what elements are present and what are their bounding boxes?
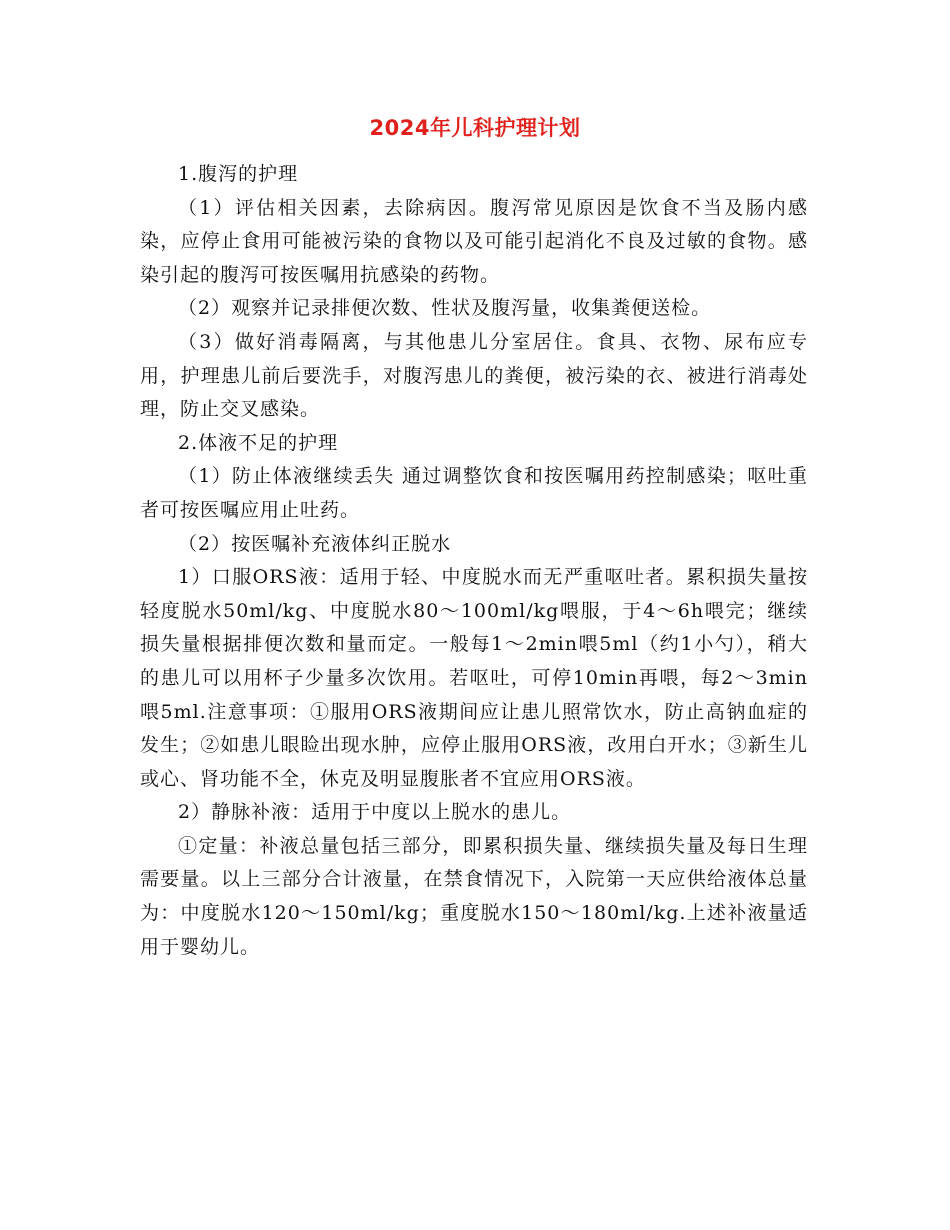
paragraph-observe-record: （2）观察并记录排便次数、性状及腹泻量，收集粪便送检。 bbox=[178, 297, 712, 320]
paragraph-oral-ors: 1）口服ORS液：适用于轻、中度脱水而无严重呕吐者。累积损失量按轻度脱水50ml/kg、中度脱水80～100ml/kg喂服，于4～6h喂完；继续损失量根据排便次数和量而定。一般每1～2min喂5ml（约1小勺），稍大的患儿可以用杯子少量多次饮用。若呕吐，可停10min再喂，每2～3min喂5ml.注意事项：①服用ORS液期间应让患儿照常饮水，防止高钠血症的发生；②如患儿眼睑出现水肿，应停止服用ORS液，改用白开水；③新生儿或心、肾功能不全，休克及明显腹胀者不宜应用ORS液。 bbox=[140, 566, 808, 790]
paragraph-supplement-fluid: （2）按医嘱补充液体纠正脱水 bbox=[178, 532, 452, 555]
paragraph-fixed-amount: ①定量：补液总量包括三部分，即累积损失量、继续损失量及每日生理需要量。以上三部分合计液量，在禁食情况下，入院第一天应供给液体总量为：中度脱水120～150ml/kg；重度脱水150～180ml/kg.上述补液量适用于婴幼儿。 bbox=[140, 834, 808, 958]
paragraph-prevent-fluid-loss: （1）防止体液继续丢失 通过调整饮食和按医嘱用药控制感染；呕吐重者可按医嘱应用止吐药。 bbox=[140, 465, 808, 521]
section-heading-diarrhea: 1.腹泻的护理 bbox=[178, 163, 299, 185]
document-body bbox=[140, 158, 808, 964]
paragraph-assess-factors: （1）评估相关因素，去除病因。腹泻常见原因是饮食不当及肠内感染，应停止食用可能被污染的食物以及可能引起消化不良及过敏的食物。感染引起的腹泻可按医嘱用抗感染的药物。 bbox=[140, 196, 808, 286]
section-heading-fluid-deficit: 2.体液不足的护理 bbox=[178, 431, 339, 454]
paragraph-disinfection: （3）做好消毒隔离，与其他患儿分室居住。食具、衣物、尿布应专用，护理患儿前后要洗手，对腹泻患儿的粪便，被污染的衣、被进行消毒处理，防止交叉感染。 bbox=[140, 330, 808, 421]
document-title: 2024年儿科护理计划 bbox=[369, 116, 581, 140]
paragraph-iv-fluid: 2）静脉补液：适用于中度以上脱水的患儿。 bbox=[178, 801, 572, 824]
